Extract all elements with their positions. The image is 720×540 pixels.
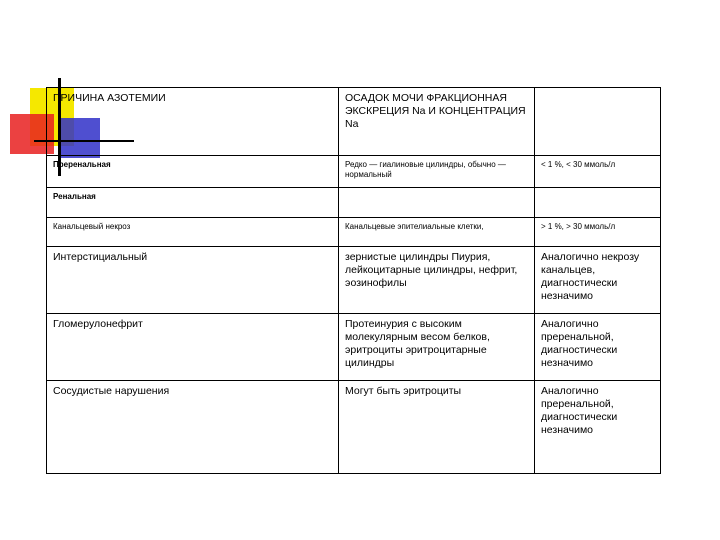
header-cause: ПРИЧИНА АЗОТЕМИИ (47, 88, 339, 156)
azotemia-table (46, 87, 661, 474)
row-sediment: Могут быть эритроциты (339, 381, 535, 474)
row-sediment: зернистые цилиндры Пиурия, лейкоцитарные цилиндры, нефрит, эозинофилы (339, 247, 535, 314)
row-cause: Ренальная (47, 188, 339, 218)
row-value: > 1 %, > 30 ммоль/л (535, 218, 661, 247)
header-sediment: ОСАДОК МОЧИ ФРАКЦИОННАЯ ЭКСКРЕЦИЯ Na И КОНЦЕНТРАЦИЯ Na (339, 88, 535, 156)
row-cause: Гломерулонефрит (47, 314, 339, 381)
table-row (47, 188, 661, 218)
row-value (535, 188, 661, 218)
row-value: Аналогично преренальной, диагностически незначимо (535, 314, 661, 381)
row-cause: Канальцевый некроз (47, 218, 339, 247)
table-row (47, 156, 661, 188)
table-row (47, 218, 661, 247)
row-cause: Сосудистые нарушения (47, 381, 339, 474)
row-sediment: Канальцевые эпителиальные клетки, (339, 218, 535, 247)
table-row (47, 381, 661, 474)
table-row (47, 314, 661, 381)
row-value: Аналогично преренальной, диагностически незначимо (535, 381, 661, 474)
row-value: < 1 %, < 30 ммоль/л (535, 156, 661, 188)
row-sediment: Протеинурия с высоким молекулярным весом белков, эритроциты эритроцитарные цилиндры (339, 314, 535, 381)
table-row (47, 247, 661, 314)
header-empty (535, 88, 661, 156)
row-sediment: Редко — гиалиновые цилиндры, обычно — нормальный (339, 156, 535, 188)
table-header-row (47, 88, 661, 156)
row-sediment (339, 188, 535, 218)
row-cause: Интерстициальный (47, 247, 339, 314)
row-cause: Преренальная (47, 156, 339, 188)
row-value: Аналогично некрозу канальцев, диагностически незначимо (535, 247, 661, 314)
